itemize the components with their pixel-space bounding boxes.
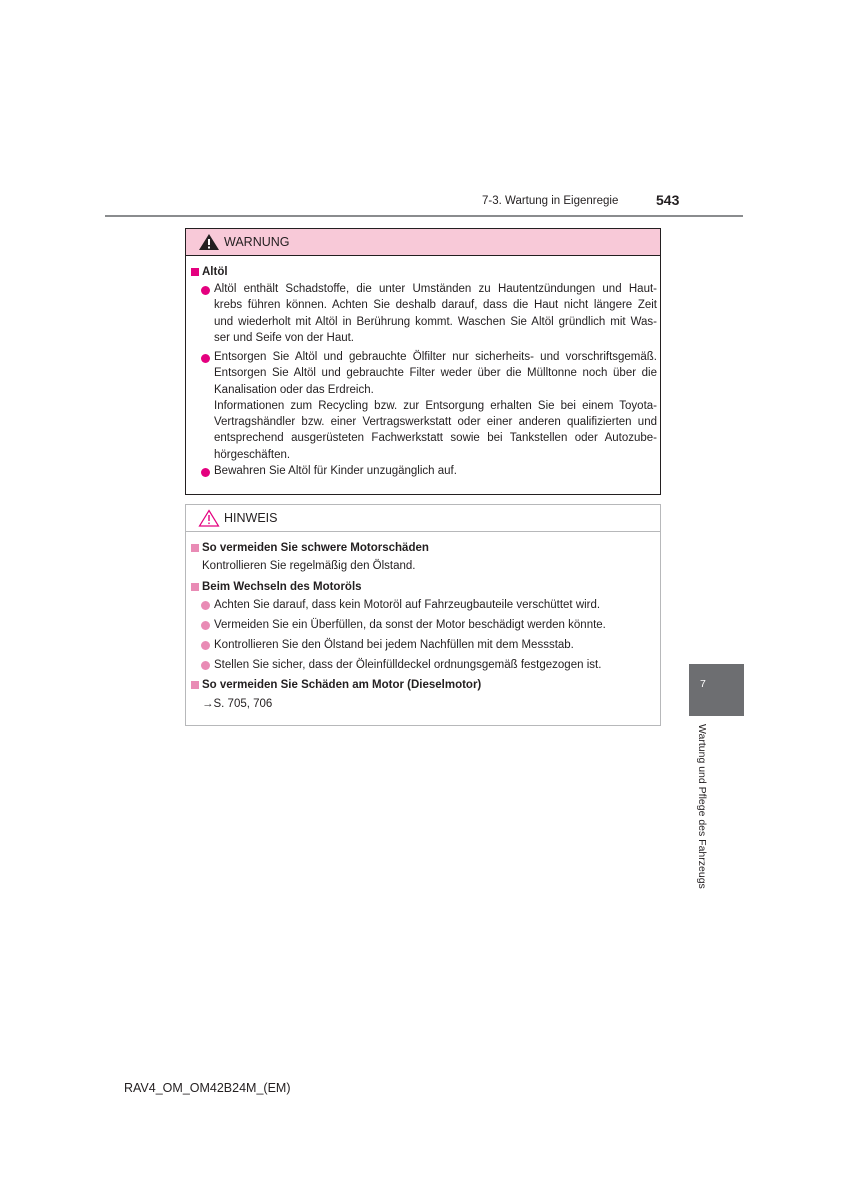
caution-outline-triangle-icon [198,509,220,527]
page-reference-link[interactable]: →S. 705, 706 [202,698,273,710]
chapter-number: 7 [700,678,706,690]
notice-title: HINWEIS [224,511,278,525]
notice-bullet: Vermeiden Sie ein Überfüllen, da sonst der Motor beschädigt werden könnte. [214,619,606,631]
chapter-tab[interactable] [689,664,744,716]
document-code: RAV4_OM_OM42B24M_(EM) [124,1081,291,1095]
notice-bullet: Kontrollieren Sie den Ölstand bei jedem Nachfüllen mit dem Messstab. [214,639,574,651]
warning-topic: Altöl [202,266,228,278]
notice-bullet: Stellen Sie sicher, dass der Öleinfülldeckel ordnungsgemäß festgezogen ist. [214,659,602,671]
bullet-dot [201,661,210,670]
notice-bullet: Achten Sie darauf, dass kein Motoröl auf Fahrzeugbauteile verschüttet wird. [214,599,601,611]
notice-heading-2: Beim Wechseln des Motoröls [202,581,362,593]
bullet-dot [201,601,210,610]
warning-bullet-1: Altöl enthält Schadstoffe, die unter Umständen zu Hautentzündungen und Haut- krebs führen können. Achten Sie deshalb darauf, dass die Haut nicht längere Zeit und wiederholt mit Altöl in Berührung kommt. Waschen Sie Altöl gründlich mit Was- ser und Seife von der Haut. [214,283,657,344]
warning-header [186,229,660,256]
notice-header [186,505,660,532]
bullet-dot [201,468,210,477]
warning-bullet-3: Bewahren Sie Altöl für Kinder unzugänglich auf. [214,465,457,477]
bullet-dot [201,286,210,295]
bullet-dot [201,641,210,650]
notice-heading-1: So vermeiden Sie schwere Motorschäden [202,542,429,554]
section-title: 7-3. Wartung in Eigenregie [482,195,619,207]
page-number: 543 [656,192,680,208]
warning-title: WARNUNG [224,235,290,249]
bullet-dot [201,621,210,630]
warning-topic-marker [191,268,199,276]
chapter-label: Wartung und Pflege des Fahrzeugs [696,724,708,889]
notice-text-1: Kontrollieren Sie regelmäßig den Ölstand. [202,560,416,572]
notice-heading-3: So vermeiden Sie Schäden am Motor (Dieselmotor) [202,679,482,691]
warning-triangle-icon [198,233,220,251]
bullet-dot [201,354,210,363]
header-rule [105,215,743,217]
notice-topic-marker [191,583,199,591]
notice-topic-marker [191,544,199,552]
warning-bullet-2: Entsorgen Sie Altöl und gebrauchte Ölfilter nur sicherheits- und vorschriftsgemäß. Entsorgen Sie Altöl und gebrauchte Filter weder über die Mülltonne noch über die Kanalisation oder das Erdreich. Informationen zum Recycling bzw. zur Entsorgung erhalten Sie bei einem Toyota- Vertragshändler bzw. einer Vertragswerkstatt oder einer anderen qualifizierten und entsprechend ausgerüsteten Fachwerkstatt sowie bei Tankstellen oder Autozube- hörgeschäften. [214,351,657,461]
notice-topic-marker [191,681,199,689]
